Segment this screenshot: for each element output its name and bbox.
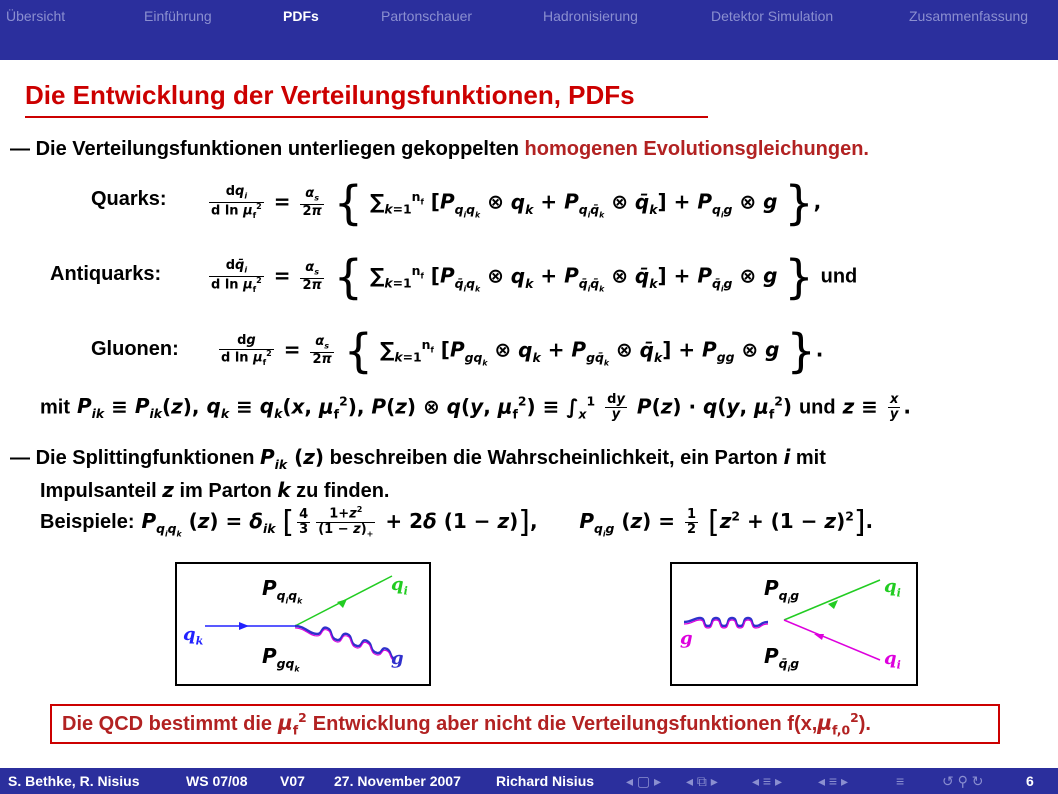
arrow-icon: [337, 599, 347, 608]
label-P-qbarig: $P_{q̄_ig}$: [764, 644, 800, 674]
bullet-2-text-b: beschreiben die Wahrscheinlichkeit, ein Parton: [329, 447, 778, 469]
bullet-2-text-c: mit: [795, 447, 826, 469]
bullet-dash: —: [10, 138, 30, 160]
nav-frame-icon[interactable]: ◂ ▢ ▸: [626, 773, 662, 789]
conclusion-text-b: Entwicklung aber nicht die Verteilungsfunktionen f(x,: [312, 712, 818, 735]
label-gluonen: Gluonen:: [91, 338, 179, 360]
bullet-2-text-a: Die Splittingfunktionen: [35, 447, 255, 469]
footer-authors: S. Bethke, R. Nisius: [8, 773, 140, 789]
nav-subsection-icon[interactable]: ◂ ⧉ ▸: [686, 773, 718, 789]
word-und-2: und: [798, 396, 836, 419]
bullet-dash-2: —: [10, 447, 30, 469]
equation-quarks: $\frac{dq_i}{d \ln \mu_f^2}$ = $\frac{\alpha_s}{2\pi}$ { $\sum_{k=1}^{n_f}$ [$P_{q_iq_k}$ ⊗ $q_k + P_{q_iq̄_k}$ ⊗ $q̄_k] + P_{q_ig}$ ⊗ g },: [211, 176, 822, 230]
nav-item-pdfs[interactable]: PDFs: [283, 8, 319, 24]
label-qk-in: $q_k$: [183, 624, 204, 648]
bullet-1-text: Die Verteilungsfunktionen unterliegen gekoppelten: [35, 138, 519, 160]
word-und: und: [820, 265, 858, 288]
arrow-icon: [239, 622, 249, 630]
footer-presenter: Richard Nisius: [496, 773, 595, 789]
bullet-2-line-2: Impulsanteil z im Parton k zu finden.: [40, 478, 390, 502]
conclusion-box: Die QCD bestimmt die $\mu_f^2$ Entwicklung aber nicht die Verteilungsfunktionen f(x, $\mu_{f,0}^2$ ).: [50, 704, 1000, 744]
footer-bar: [0, 768, 1058, 794]
bullet-2: — Die Splittingfunktionen $P_{ik}$ (z) beschreiben die Wahrscheinlichkeit, ein Parton i mit: [10, 445, 826, 472]
footer-lecture: V07: [280, 773, 305, 789]
nav-toc-icon[interactable]: ≡: [896, 773, 905, 789]
label-antiquarks: Antiquarks:: [50, 263, 162, 285]
slide-title: Die Entwicklung der Verteilungsfunktionen, PDFs: [25, 80, 635, 110]
nav-item-partonschauer[interactable]: Partonschauer: [381, 8, 473, 24]
incoming-gluon-curl: [684, 618, 768, 626]
bullet-2-line2-a: Impulsanteil: [40, 480, 157, 502]
nav-item-einfuehrung[interactable]: Einführung: [144, 8, 212, 24]
top-navigation: [0, 0, 1058, 60]
nav-section-icon[interactable]: ◂ ≡ ▸: [752, 773, 783, 789]
label-g-in: g: [680, 628, 693, 649]
nav-item-hadronisierung[interactable]: Hadronisierung: [543, 8, 638, 24]
label-qi-out: $q_i$: [391, 574, 408, 598]
label-qi-antiquark: $q_i$: [884, 648, 901, 672]
arrow-icon: [814, 634, 824, 640]
equation-antiquarks: $\frac{dq̄_i}{d \ln \mu_f^2}$ = $\frac{\alpha_s}{2\pi}$ { $\sum_{k=1}^{n_f}$ [$P_{q̄_iq_k}$ ⊗ $q_k + P_{q̄_iq̄_k}$ ⊗ $q̄_k] + P_{q̄_ig}$ ⊗ g } und: [211, 250, 858, 304]
bullet-1-highlight: homogenen Evolutionsgleichungen.: [524, 138, 869, 160]
nav-document-icon[interactable]: ◂ ≡ ▸: [818, 773, 849, 789]
label-P-gqk: $P_{gq_k}$: [262, 644, 300, 674]
title-underline: [25, 116, 708, 118]
word-mit: mit: [40, 396, 70, 419]
feynman-diagram-quark-splitting: [175, 562, 431, 686]
examples-line: Beispiele: $P_{q_iq_k}$ $(z) = \delta_{ik}$ [ $\frac{4}{3}$ $\frac{1+z^2}{(1 - z)_+}$ + 2δ (1 − z)], $P_{q_ig}$ (z) = $\frac{1}{2}$ $[z^2 + (1 - z)^2]$.: [40, 504, 874, 540]
nav-item-detektor-simulation[interactable]: Detektor Simulation: [711, 8, 834, 24]
bullet-1: [10, 138, 869, 161]
label-P-qiqk: $P_{q_iq_k}$: [262, 576, 303, 606]
footer-semester: WS 07/08: [186, 773, 248, 789]
conclusion-text-a: Die QCD bestimmt die: [62, 712, 273, 735]
equation-definitions: mit $P_{ik} \equiv P_{ik}(z)$, $q_k \equiv q_k(x$, $\mu_f^2$), P(z) ⊗ q(y, $\mu_f^2) \equiv \int_x^1$ $\frac{dy}{y}$ P(z) · q(y, $\mu_f^2$) und z ≡ $\frac{x}{y}$ .: [40, 392, 911, 423]
bullet-2-line2-b: im Parton: [179, 480, 272, 502]
nav-item-uebersicht[interactable]: Übersicht: [6, 8, 66, 24]
equation-gluonen: $\frac{dg}{d \ln \mu_f^2}$ = $\frac{\alpha_s}{2\pi}$ { $\sum_{k=1}^{n_f}$ [$P_{gq_k}$ ⊗ $q_k + P_{gq̄_k}$ ⊗ $q̄_k] + P_{gg}$ ⊗ g }.: [221, 324, 824, 378]
label-P-qig: $P_{q_ig}$: [764, 576, 800, 606]
footer-date: 27. November 2007: [334, 773, 461, 789]
label-beispiele: Beispiele:: [40, 511, 135, 533]
nav-item-zusammenfassung[interactable]: Zusammenfassung: [909, 8, 1029, 24]
footer-page-number: 6: [1026, 773, 1034, 789]
conclusion-text-c: ).: [858, 712, 871, 735]
label-g-out: g: [391, 648, 404, 669]
bullet-2-line2-c: zu finden.: [296, 480, 390, 502]
feynman-diagram-gluon-splitting: [670, 562, 918, 686]
label-qi-out-right: $q_i$: [884, 576, 901, 600]
label-quarks: Quarks:: [91, 188, 167, 210]
nav-search-back-icon[interactable]: ↺ ⚲ ↻: [942, 773, 984, 789]
